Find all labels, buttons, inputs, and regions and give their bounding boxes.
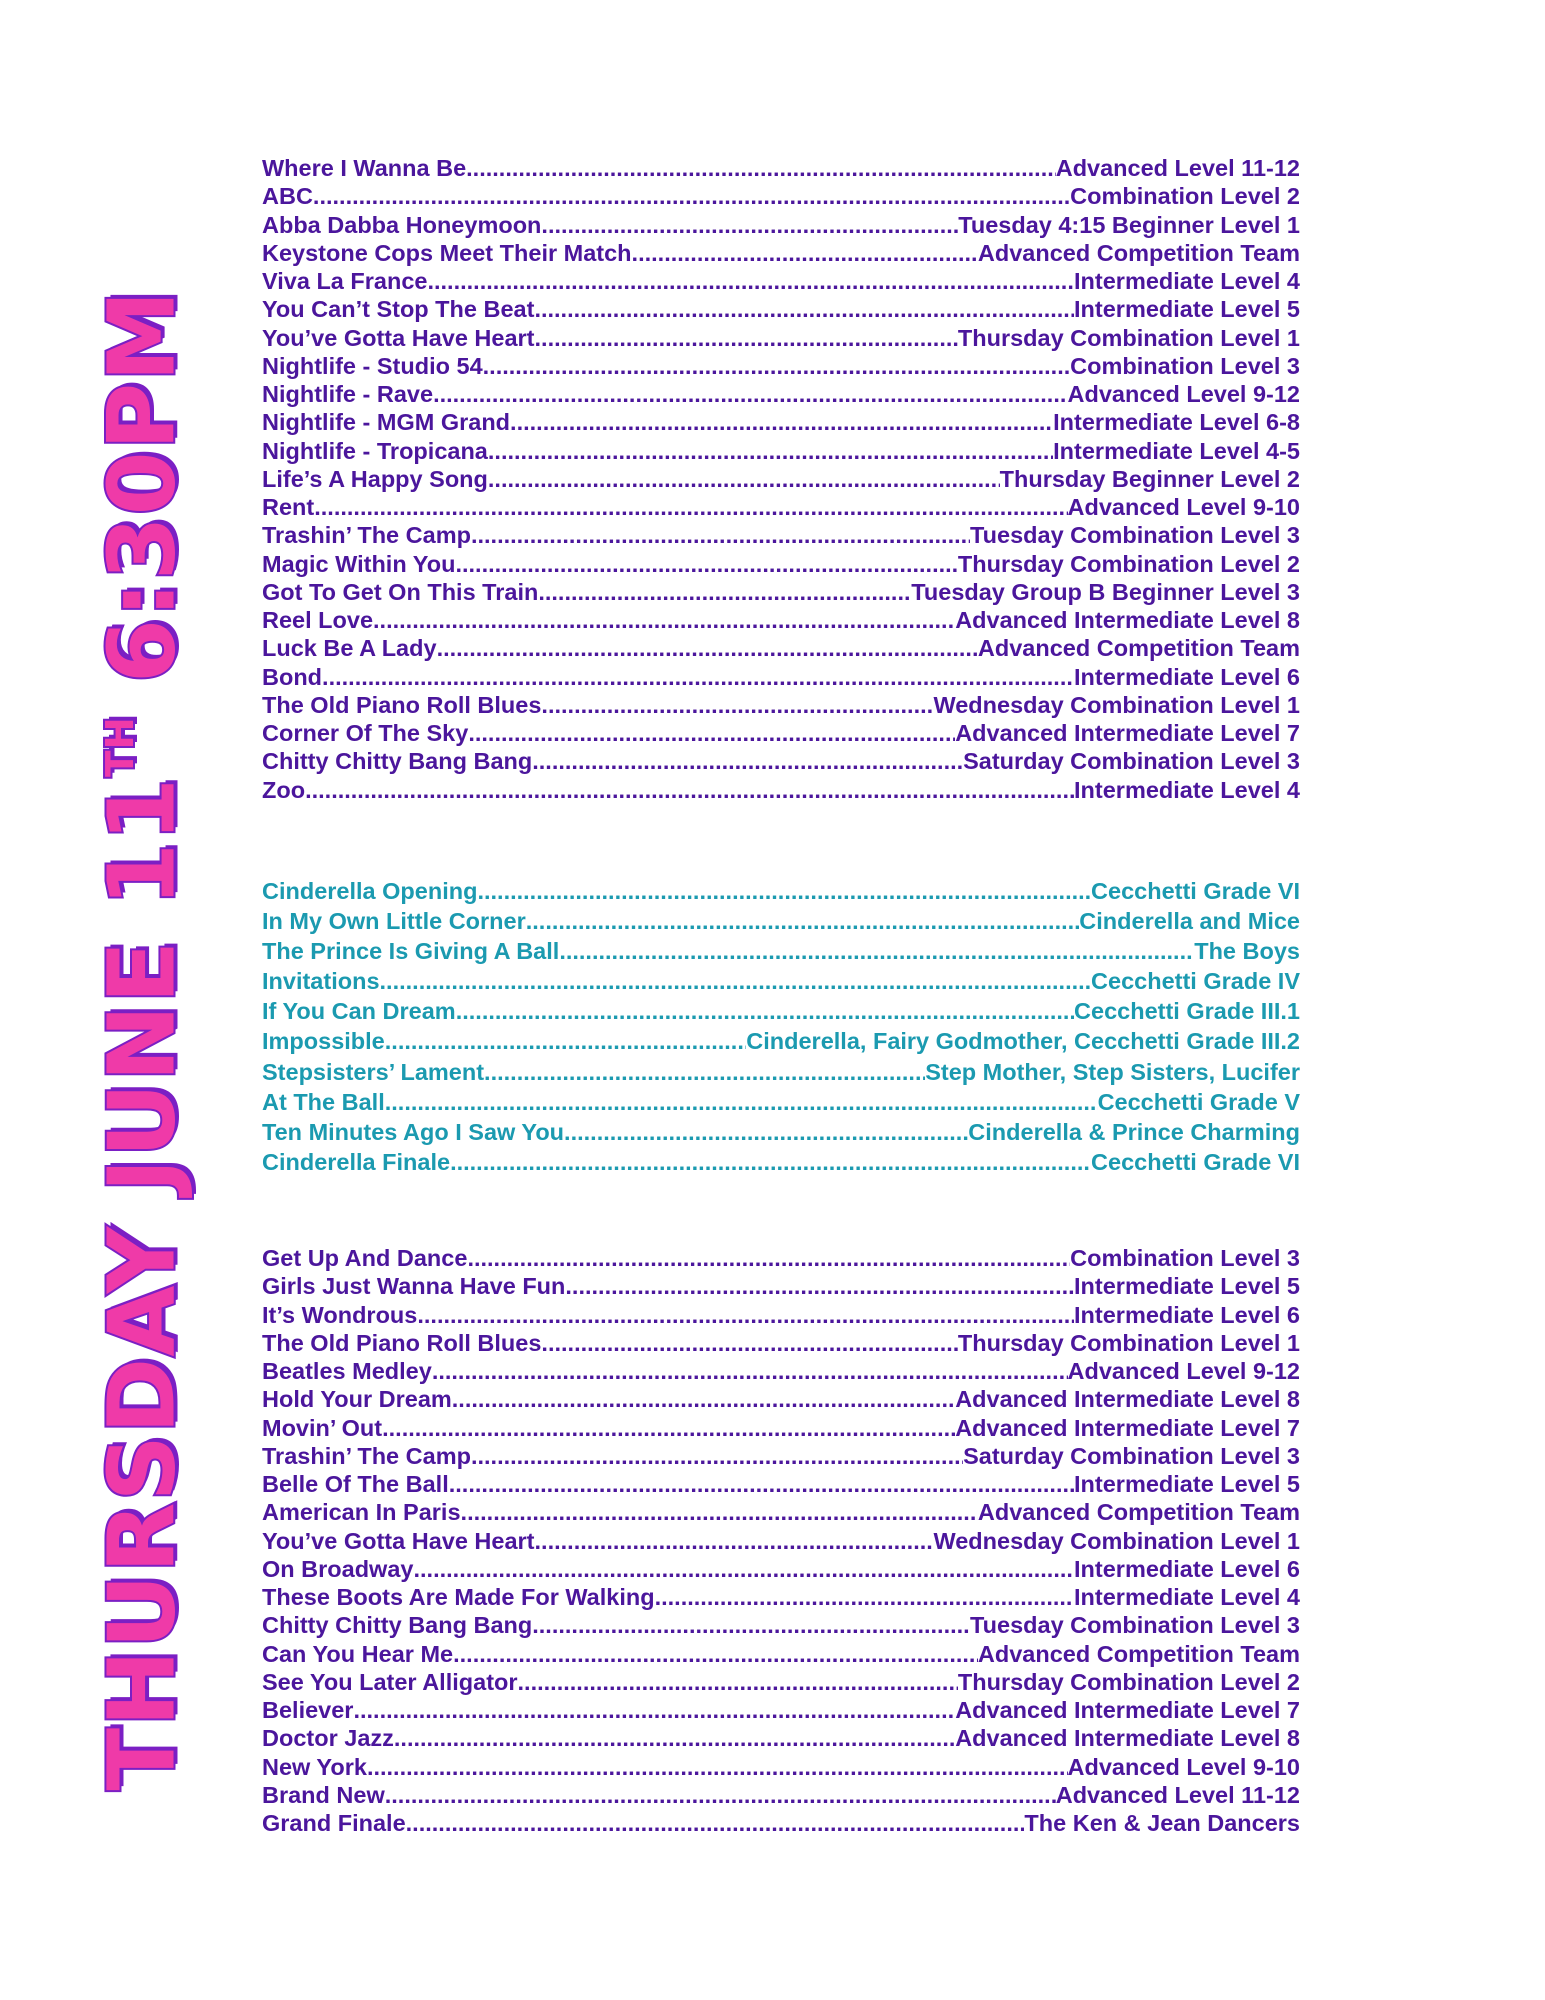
program-item xyxy=(262,776,1300,804)
item-title: Chitty Chitty Bang Bang xyxy=(262,1612,533,1639)
item-title: Bond xyxy=(262,663,323,690)
dot-leader xyxy=(385,1087,1098,1117)
item-performer: Advanced Intermediate Level 7 xyxy=(955,1414,1300,1441)
program-item xyxy=(262,1272,1300,1300)
dot-leader xyxy=(541,691,933,719)
item-performer: Thursday Combination Level 1 xyxy=(957,324,1300,351)
dot-leader xyxy=(461,1498,978,1526)
item-performer: Wednesday Combination Level 1 xyxy=(933,1527,1300,1554)
program-item xyxy=(262,1329,1300,1357)
item-title: Belle Of The Ball xyxy=(262,1471,449,1497)
item-performer: Advanced Intermediate Level 8 xyxy=(955,607,1300,633)
item-title: The Old Piano Roll Blues xyxy=(262,691,542,718)
dot-leader xyxy=(305,776,1074,804)
dot-leader xyxy=(385,1781,1056,1809)
item-title: Magic Within You xyxy=(262,550,456,577)
program-item xyxy=(262,352,1300,380)
dot-leader xyxy=(427,267,1074,295)
dot-leader xyxy=(433,380,1067,408)
program-item xyxy=(262,719,1300,747)
item-title: At The Ball xyxy=(262,1088,385,1115)
item-performer: Intermediate Level 4-5 xyxy=(1053,437,1300,464)
program-item xyxy=(262,465,1300,493)
item-title: Viva La France xyxy=(262,268,428,294)
dot-leader xyxy=(452,1385,955,1413)
item-performer: Combination Level 3 xyxy=(1070,352,1300,379)
program-item xyxy=(262,996,1300,1026)
item-performer: Advanced Level 9-12 xyxy=(1067,1358,1300,1384)
item-performer: Advanced Competition Team xyxy=(977,239,1300,266)
item-performer: Advanced Competition Team xyxy=(977,635,1300,662)
dot-leader xyxy=(535,1527,934,1555)
dot-leader xyxy=(394,1724,955,1752)
program-item xyxy=(262,437,1300,465)
dot-leader xyxy=(314,493,1067,521)
dot-leader xyxy=(455,550,957,578)
item-title: Trashin’ The Camp xyxy=(262,522,471,549)
item-title: Chitty Chitty Bang Bang xyxy=(262,748,533,775)
item-title: You Can’t Stop The Beat xyxy=(262,296,535,323)
item-title: Stepsisters’ Lament xyxy=(262,1058,485,1085)
item-title: The Prince Is Giving A Ball xyxy=(262,938,560,965)
item-title: It’s Wondrous xyxy=(262,1301,418,1328)
dot-leader xyxy=(413,1555,1074,1583)
item-title: American In Paris xyxy=(262,1499,461,1526)
dot-leader xyxy=(541,1329,957,1357)
item-performer: Intermediate Level 6 xyxy=(1074,1555,1300,1582)
item-title: Brand New xyxy=(262,1781,385,1808)
dot-leader xyxy=(535,324,958,352)
item-title: New York xyxy=(262,1753,367,1780)
item-title: Impossible xyxy=(262,1028,385,1055)
program-item xyxy=(262,606,1300,634)
item-title: Movin’ Out xyxy=(262,1414,383,1441)
item-performer: Cecchetti Grade III.1 xyxy=(1074,998,1300,1025)
item-title: You’ve Gotta Have Heart xyxy=(262,324,535,351)
item-performer: Cecchetti Grade VI xyxy=(1091,1148,1300,1175)
item-performer: Advanced Competition Team xyxy=(977,1499,1300,1526)
program-item xyxy=(262,408,1300,436)
program-item xyxy=(262,906,1300,936)
item-performer: Advanced Intermediate Level 7 xyxy=(955,720,1300,746)
item-performer: Advanced Level 9-10 xyxy=(1067,1753,1300,1780)
item-performer: Combination Level 2 xyxy=(1070,183,1300,210)
program-item xyxy=(262,211,1300,239)
item-title: Invitations xyxy=(262,968,380,995)
item-performer: Advanced Intermediate Level 8 xyxy=(955,1725,1300,1752)
item-performer: Tuesday Combination Level 3 xyxy=(970,522,1300,549)
item-performer: Step Mother, Step Sisters, Lucifer xyxy=(925,1058,1300,1085)
program-item xyxy=(262,1470,1300,1498)
dot-leader xyxy=(655,1583,1074,1611)
item-performer: Intermediate Level 4 xyxy=(1074,1584,1300,1610)
item-performer: Wednesday Combination Level 1 xyxy=(933,691,1300,718)
dot-leader xyxy=(437,634,978,662)
item-title: Girls Just Wanna Have Fun xyxy=(262,1273,566,1300)
program-item xyxy=(262,1611,1300,1639)
program-item xyxy=(262,295,1300,323)
dot-leader xyxy=(483,352,1071,380)
dot-leader xyxy=(313,182,1070,210)
dot-leader xyxy=(453,1640,978,1668)
item-performer: Advanced Level 9-10 xyxy=(1067,494,1300,520)
dot-leader xyxy=(432,1357,1068,1385)
program-item xyxy=(262,267,1300,295)
item-title: Abba Dabba Honeymoon xyxy=(262,211,542,238)
program-item xyxy=(262,1668,1300,1696)
item-title: Beatles Medley xyxy=(262,1358,432,1384)
title-time: 6:30PM xyxy=(88,289,196,684)
dot-leader xyxy=(373,606,955,634)
dot-leader xyxy=(353,1696,955,1724)
dot-leader xyxy=(488,437,1053,465)
item-performer: Thursday Beginner Level 2 xyxy=(999,465,1300,492)
item-performer: Advanced Level 11-12 xyxy=(1055,1781,1300,1808)
program-item xyxy=(262,1555,1300,1583)
item-title: On Broadway xyxy=(262,1555,414,1582)
item-performer: Tuesday 4:15 Beginner Level 1 xyxy=(958,211,1300,238)
item-performer: Intermediate Level 5 xyxy=(1074,296,1300,323)
item-performer: Advanced Level 9-12 xyxy=(1067,381,1300,407)
program-item xyxy=(262,1781,1300,1809)
item-performer: Cecchetti Grade VI xyxy=(1091,878,1300,904)
program-item xyxy=(262,1057,1300,1087)
program-item xyxy=(262,1640,1300,1668)
dot-leader xyxy=(532,747,963,775)
program-item xyxy=(262,634,1300,662)
item-title: The Old Piano Roll Blues xyxy=(262,1329,542,1356)
program-item xyxy=(262,1385,1300,1413)
program-item xyxy=(262,493,1300,521)
dot-leader xyxy=(385,1026,747,1056)
item-performer: Cecchetti Grade IV xyxy=(1091,968,1300,995)
program-item xyxy=(262,1696,1300,1724)
dot-leader xyxy=(471,521,970,549)
dot-leader xyxy=(484,1057,925,1087)
item-title: Hold Your Dream xyxy=(262,1386,452,1413)
item-title: Where I Wanna Be xyxy=(262,155,467,181)
item-performer: Thursday Combination Level 2 xyxy=(957,1668,1300,1695)
program-item xyxy=(262,1414,1300,1442)
item-title: Can You Hear Me xyxy=(262,1640,454,1667)
item-performer: The Ken & Jean Dancers xyxy=(1024,1810,1300,1836)
item-title: Ten Minutes Ago I Saw You xyxy=(262,1118,565,1145)
program-item xyxy=(262,380,1300,408)
item-title: Rent xyxy=(262,494,315,520)
dot-leader xyxy=(532,1611,970,1639)
dot-leader xyxy=(417,1301,1074,1329)
item-title: These Boots Are Made For Walking xyxy=(262,1584,655,1610)
program-item xyxy=(262,1301,1300,1329)
item-title: Nightlife - Studio 54 xyxy=(262,352,483,379)
item-title: Nightlife - MGM Grand xyxy=(262,409,511,436)
dot-leader xyxy=(467,1244,1070,1272)
dot-leader xyxy=(449,1470,1074,1498)
item-performer: Saturday Combination Level 3 xyxy=(963,748,1300,775)
item-title: See You Later Alligator xyxy=(262,1668,518,1695)
program-item xyxy=(262,1087,1300,1117)
item-performer: Saturday Combination Level 3 xyxy=(963,1442,1300,1469)
item-title: Believer xyxy=(262,1697,354,1723)
dot-leader xyxy=(456,996,1074,1026)
dot-leader xyxy=(380,966,1092,996)
item-performer: Intermediate Level 6 xyxy=(1074,1301,1300,1328)
program-item xyxy=(262,1498,1300,1526)
item-performer: Cinderella & Prince Charming xyxy=(968,1118,1300,1145)
program-item xyxy=(262,936,1300,966)
program-item xyxy=(262,154,1300,182)
program-item xyxy=(262,876,1300,906)
dot-leader xyxy=(526,906,1080,936)
dot-leader xyxy=(565,1272,1074,1300)
item-performer: Advanced Level 11-12 xyxy=(1055,155,1300,181)
item-performer: The Boys xyxy=(1194,938,1300,965)
item-title: You’ve Gotta Have Heart xyxy=(262,1527,535,1554)
item-title: ABC xyxy=(262,183,313,210)
item-performer: Cinderella, Fairy Godmother, Cecchetti Grade III.2 xyxy=(746,1028,1300,1055)
dot-leader xyxy=(466,154,1056,182)
item-title: Luck Be A Lady xyxy=(262,635,437,662)
dot-leader xyxy=(518,1668,958,1696)
program-item xyxy=(262,691,1300,719)
item-performer: Advanced Intermediate Level 7 xyxy=(955,1697,1300,1723)
program-item xyxy=(262,239,1300,267)
item-performer: Intermediate Level 5 xyxy=(1074,1471,1300,1497)
item-title: Zoo xyxy=(262,776,306,803)
dot-leader xyxy=(564,1117,968,1147)
program-item xyxy=(262,1117,1300,1147)
dot-leader xyxy=(322,663,1074,691)
item-performer: Advanced Competition Team xyxy=(977,1640,1300,1667)
item-title: Get Up And Dance xyxy=(262,1245,468,1271)
item-performer: Tuesday Group B Beginner Level 3 xyxy=(911,578,1300,605)
item-performer: Combination Level 3 xyxy=(1070,1245,1300,1271)
item-performer: Thursday Combination Level 1 xyxy=(957,1329,1300,1356)
item-title: Nightlife - Rave xyxy=(262,381,434,407)
program-item xyxy=(262,578,1300,606)
program-item xyxy=(262,1527,1300,1555)
dot-leader xyxy=(382,1414,955,1442)
item-title: Got To Get On This Train xyxy=(262,578,539,605)
dot-leader xyxy=(450,1147,1091,1177)
program-item xyxy=(262,1026,1300,1056)
dot-leader xyxy=(471,1442,963,1470)
item-performer: Cinderella and Mice xyxy=(1079,908,1300,935)
program-item xyxy=(262,1753,1300,1781)
item-performer: Intermediate Level 6 xyxy=(1074,663,1300,690)
item-title: Corner Of The Sky xyxy=(262,720,469,746)
dot-leader xyxy=(559,936,1194,966)
program-item xyxy=(262,1442,1300,1470)
item-title: Cinderella Opening xyxy=(262,878,478,904)
item-performer: Cecchetti Grade V xyxy=(1097,1088,1300,1115)
dot-leader xyxy=(510,408,1053,436)
dot-leader xyxy=(632,239,978,267)
dot-leader xyxy=(534,295,1074,323)
title-date-suffix: TH xyxy=(97,716,143,777)
item-title: If You Can Dream xyxy=(262,998,456,1025)
program-item xyxy=(262,324,1300,352)
program-section-1 xyxy=(262,154,1300,804)
program-item xyxy=(262,966,1300,996)
item-title: Nightlife - Tropicana xyxy=(262,437,488,464)
item-title: Reel Love xyxy=(262,607,374,633)
program-item xyxy=(262,747,1300,775)
dot-leader xyxy=(477,876,1091,906)
program-item xyxy=(262,1724,1300,1752)
program-item xyxy=(262,182,1300,210)
item-title: Keystone Cops Meet Their Match xyxy=(262,239,632,266)
program-section-3 xyxy=(262,1244,1300,1837)
program-item xyxy=(262,1244,1300,1272)
program-section-2 xyxy=(262,876,1300,1177)
item-performer: Advanced Intermediate Level 8 xyxy=(955,1386,1300,1413)
dot-leader xyxy=(541,211,958,239)
program-item xyxy=(262,1583,1300,1611)
item-performer: Intermediate Level 4 xyxy=(1074,268,1300,294)
item-performer: Tuesday Combination Level 3 xyxy=(970,1612,1300,1639)
program-item xyxy=(262,663,1300,691)
item-title: Cinderella Finale xyxy=(262,1148,451,1175)
dot-leader xyxy=(468,719,955,747)
item-title: In My Own Little Corner xyxy=(262,908,526,935)
page-title xyxy=(89,289,196,1790)
program-item xyxy=(262,521,1300,549)
item-performer: Intermediate Level 4 xyxy=(1074,776,1300,803)
title-date: THURSDAY JUNE 11 xyxy=(88,776,196,1791)
program-item xyxy=(262,1357,1300,1385)
item-title: Doctor Jazz xyxy=(262,1725,394,1752)
item-title: Grand Finale xyxy=(262,1810,406,1836)
item-title: Life’s A Happy Song xyxy=(262,465,488,492)
item-performer: Thursday Combination Level 2 xyxy=(957,550,1300,577)
dot-leader xyxy=(406,1809,1025,1837)
program-item xyxy=(262,550,1300,578)
dot-leader xyxy=(538,578,911,606)
item-title: Trashin’ The Camp xyxy=(262,1442,471,1469)
dot-leader xyxy=(367,1753,1068,1781)
program-item xyxy=(262,1809,1300,1837)
item-performer: Intermediate Level 6-8 xyxy=(1053,409,1300,436)
program-item xyxy=(262,1147,1300,1177)
item-performer: Intermediate Level 5 xyxy=(1074,1273,1300,1300)
dot-leader xyxy=(488,465,1000,493)
